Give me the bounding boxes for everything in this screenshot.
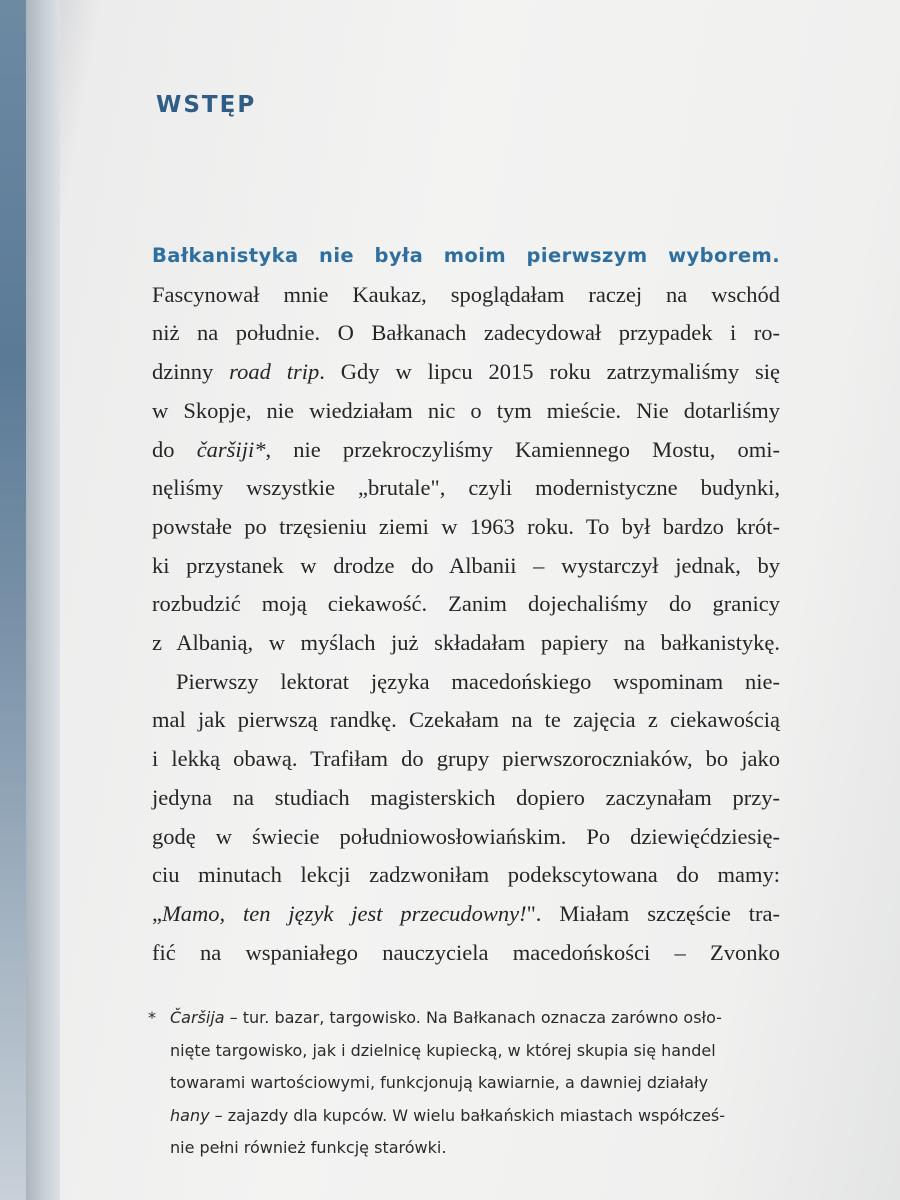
body-text — [152, 236, 780, 972]
chapter-heading: WSTĘP — [156, 92, 257, 118]
text-run: „ — [152, 900, 162, 926]
text-run: – zajazdy dla kupców. W wielu bałkańskich miastach współcześ- — [209, 1105, 726, 1125]
text-run: ". Miałam szczęście tra- — [526, 900, 781, 926]
text-line: jedyna na studiach magisterskich dopiero zaczynałam przy- — [152, 784, 780, 810]
text-line: ki przystanek w drodze do Albanii – wystarczył jednak, by — [152, 552, 780, 578]
text-line: nęliśmy wszystkie „brutale", czyli modernistyczne budynki, — [152, 475, 780, 501]
paragraph-1 — [152, 276, 780, 663]
text-line — [152, 353, 780, 392]
text-line: Pierwszy lektorat języka macedońskiego wspominam nie- — [176, 668, 780, 694]
text-run: dzinny — [152, 359, 230, 385]
text-line: mal jak pierwszą randkę. Czekałam na te zajęcia z ciekawością — [152, 707, 780, 733]
text-line — [152, 895, 780, 934]
text-line: i lekką obawą. Trafiłam do grupy pierwszoroczniaków, bo jako — [152, 746, 780, 772]
text-run: – tur. bazar, targowisko. Na Bałkanach oznacza zarówno osło- — [224, 1008, 722, 1027]
footnote-line: nie pełni również funkcję starówki. — [170, 1138, 447, 1157]
footnote-marker: * — [148, 1008, 156, 1027]
text-run: , nie przekroczyliśmy Kamiennego Mostu, omi- — [265, 436, 781, 462]
text-line: w Skopje, nie wiedziałam nic o tym mieście. Nie dotarliśmy — [152, 397, 780, 423]
text-line: powstałe po trzęsieniu ziemi w 1963 roku. To był bardzo krót- — [152, 513, 780, 539]
italic-phrase: hany — [170, 1105, 210, 1125]
italic-phrase: čaršiji* — [196, 436, 266, 462]
text-run: do — [152, 436, 197, 462]
footnote-line: nięte targowisko, jak i dzielnicę kupiecką, w której skupia się handel — [170, 1040, 716, 1060]
lead-sentence: Bałkanistyka nie była moim pierwszym wyborem. — [152, 244, 780, 267]
text-line: rozbudzić moją ciekawość. Zanim dojechaliśmy do granicy — [152, 591, 780, 617]
footnote-line: towarami wartościowymi, funkcjonują kawiarnie, a dawniej działały — [170, 1073, 709, 1092]
text-run: . Gdy w lipcu 2015 roku zatrzymaliśmy się — [319, 359, 780, 385]
text-line: fić na wspaniałego nauczyciela macedońskości – Zvonko — [152, 939, 780, 965]
book-page — [60, 0, 900, 1200]
text-line: niż na południe. O Bałkanach zadecydował przypadek i ro- — [152, 320, 780, 346]
footnote-line — [140, 1100, 790, 1133]
lead-line — [152, 236, 780, 276]
italic-phrase: Čaršija — [170, 1008, 225, 1027]
text-line: z Albanią, w myślach już składałam papiery na bałkanistykę. — [152, 630, 780, 656]
book-spine — [0, 0, 26, 1200]
text-line: Fascynował mnie Kaukaz, spoglądałam raczej na wschód — [152, 281, 780, 307]
footnote — [140, 1002, 790, 1165]
text-line: godę w świecie południowosłowiańskim. Po dziewięćdziesię- — [152, 823, 780, 849]
footnote-text — [140, 1002, 790, 1165]
book-gutter — [0, 0, 60, 1200]
text-line — [152, 431, 780, 470]
bleed-through-text — [540, 20, 900, 240]
footnote-line — [140, 1002, 790, 1035]
italic-phrase: road trip — [229, 359, 320, 385]
paragraph-2 — [152, 663, 780, 973]
italic-phrase: Mamo, ten język jest przecudowny! — [162, 900, 527, 926]
text-line: ciu minutach lekcji zadzwoniłam podekscytowana do mamy: — [152, 862, 780, 888]
